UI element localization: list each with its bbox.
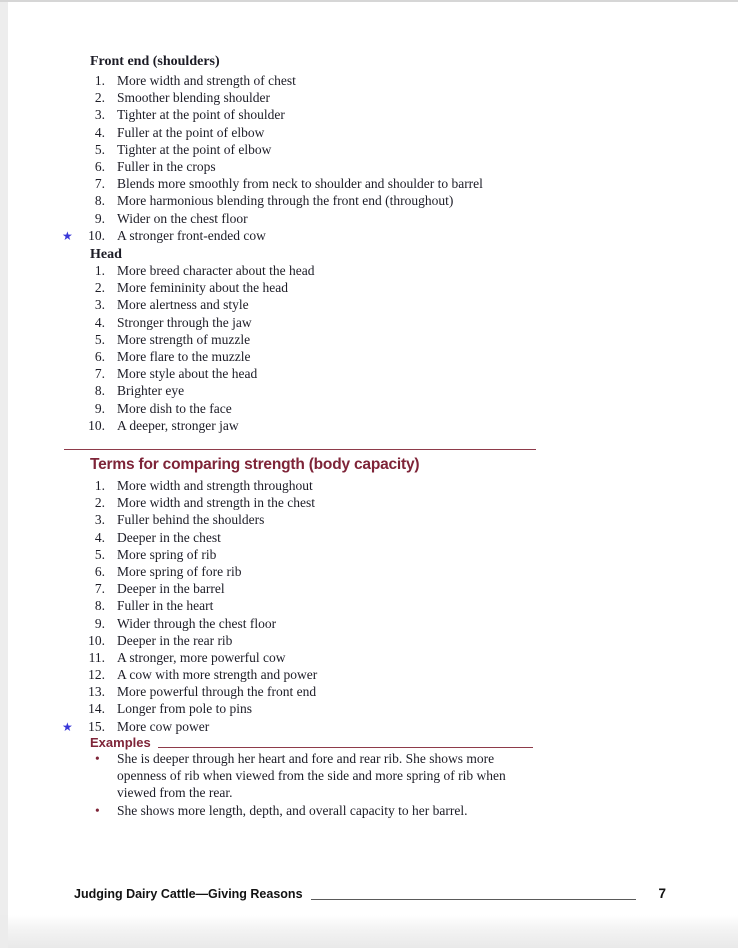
list-item-number: 10.: [88, 632, 105, 648]
list-item-text: More width and strength throughout: [117, 478, 313, 493]
list-item-number: 6.: [94, 563, 105, 579]
list-item-number: 2.: [94, 280, 105, 296]
list-item: [62, 683, 738, 700]
list-item-number: 4.: [94, 529, 105, 545]
list-item-text: Fuller at the point of elbow: [117, 124, 265, 140]
list-item-text: More spring of fore rib: [117, 563, 242, 579]
list-item-text: Smoother blending shoulder: [117, 90, 270, 106]
list-item-number: 15.: [88, 718, 105, 734]
list-item: [62, 72, 738, 89]
list-item: [62, 666, 738, 683]
page-bottom-shadow: [0, 915, 738, 948]
list-item-number: 8.: [94, 193, 105, 209]
list-item-text: More strength of muzzle: [117, 331, 251, 347]
list-item-number: 9.: [94, 615, 105, 631]
list-item-number: 9.: [94, 400, 105, 416]
examples-underline: [158, 747, 533, 748]
list-item: [62, 158, 738, 175]
list-item-text: Deeper in the rear rib: [117, 632, 233, 648]
list-item: [62, 718, 738, 735]
list-item-text: Stronger through the jaw: [117, 314, 252, 330]
list-item-text: More dish to the face: [117, 400, 232, 416]
bullet-icon: •: [95, 751, 100, 766]
list-item-number: 5.: [94, 141, 105, 157]
section-divider-rule: [64, 449, 536, 450]
list-item-text: A cow with more strength and power: [117, 667, 318, 683]
list-item: [62, 649, 738, 666]
footer-underline: [311, 899, 637, 900]
list-item-text: Tighter at the point of shoulder: [117, 107, 285, 123]
list-item-number: 2.: [94, 495, 105, 511]
list-item: [62, 365, 738, 382]
list-item: [62, 175, 738, 192]
list-item: [62, 417, 738, 434]
list-item-text: More width and strength of chest: [117, 73, 296, 88]
strength-section-title: Terms for comparing strength (body capacity): [90, 456, 420, 473]
list-item-text: More femininity about the head: [117, 280, 288, 296]
list-item-text: Deeper in the chest: [117, 529, 221, 545]
list-item: [62, 192, 738, 209]
list-item-number: 14.: [88, 701, 105, 717]
list-item-text: Brighter eye: [117, 383, 185, 399]
list-item: [62, 615, 738, 632]
footer-document-title: Judging Dairy Cattle—Giving Reasons: [74, 887, 303, 901]
list-item: [62, 348, 738, 365]
list-item: [62, 210, 738, 227]
list-item-text: Blends more smoothly from neck to shoulder and shoulder to barrel: [117, 176, 483, 192]
list-item-number: 5.: [94, 546, 105, 562]
list-item-text: More harmonious blending through the front end (throughout): [117, 193, 454, 209]
examples-label: Examples: [90, 735, 151, 750]
list-item: [62, 382, 738, 399]
list-item: [62, 477, 738, 494]
list-item: [62, 400, 738, 417]
bullet-text-line: She is deeper through her heart and fore and rear rib. She shows more: [117, 751, 495, 766]
list-item-text: A stronger front-ended cow: [117, 227, 266, 243]
page-footer: [74, 886, 666, 902]
list-item: [62, 546, 738, 563]
list-item: [62, 279, 738, 296]
list-item-number: 10.: [88, 227, 105, 243]
list-item-number: 7.: [94, 366, 105, 382]
list-item: [62, 563, 738, 580]
examples-bullet-list: [0, 750, 738, 819]
list-item: [62, 141, 738, 158]
list-item-text: Tighter at the point of elbow: [117, 141, 272, 157]
list-item: [62, 106, 738, 123]
bullet-text-line: She shows more length, depth, and overall capacity to her barrel.: [117, 802, 468, 818]
list-item-number: 2.: [94, 90, 105, 106]
bullet-item: [95, 802, 738, 819]
list-item: [62, 529, 738, 546]
list-item-text: Fuller in the crops: [117, 158, 216, 174]
list-item-number: 3.: [94, 512, 105, 528]
list-item-number: 11.: [88, 649, 105, 665]
list-item-text: More width and strength in the chest: [117, 495, 315, 511]
examples-header: [90, 735, 533, 750]
list-item-number: 4.: [94, 124, 105, 140]
list-item: [62, 296, 738, 313]
list-item: [62, 494, 738, 511]
list-item-text: Wider on the chest floor: [117, 210, 248, 226]
strength-list: [0, 477, 738, 735]
list-item-number: 1.: [94, 73, 105, 88]
list-item-text: More alertness and style: [117, 297, 249, 313]
list-item-number: 10.: [88, 417, 105, 433]
list-item-text: Fuller in the heart: [117, 598, 214, 614]
list-item-text: A deeper, stronger jaw: [117, 417, 239, 433]
list-item: [62, 331, 738, 348]
list-item-text: Wider through the chest floor: [117, 615, 277, 631]
list-item-text: More flare to the muzzle: [117, 348, 251, 364]
list-item-number: 7.: [94, 581, 105, 597]
list-item: [62, 262, 738, 279]
list-item: [62, 124, 738, 141]
list-item-text: Deeper in the barrel: [117, 581, 225, 597]
list-item-number: 1.: [94, 478, 105, 493]
page-number: 7: [658, 886, 666, 901]
star-icon: ★: [62, 228, 73, 243]
bullet-text-line: openness of rib when viewed from the side and more spring of rib when: [117, 768, 506, 784]
list-item-number: 3.: [94, 297, 105, 313]
list-item-number: 4.: [94, 314, 105, 330]
list-item: [62, 89, 738, 106]
list-item: [62, 632, 738, 649]
list-item-number: 13.: [88, 684, 105, 700]
bullet-text-line: viewed from the rear.: [117, 785, 233, 801]
list-item-number: 5.: [94, 331, 105, 347]
bullet-text: [117, 750, 537, 802]
list-item-number: 6.: [94, 348, 105, 364]
page-top-edge: [0, 0, 738, 2]
list-item-text: A stronger, more powerful cow: [117, 649, 286, 665]
list-item: [62, 227, 738, 244]
front-end-section-title: Front end (shoulders): [90, 54, 220, 69]
list-item: [62, 314, 738, 331]
list-item-number: 8.: [94, 383, 105, 399]
list-item-number: 7.: [94, 176, 105, 192]
list-item-number: 3.: [94, 107, 105, 123]
list-item: [62, 511, 738, 528]
head-section-title: Head: [90, 247, 122, 262]
list-item-text: More powerful through the front end: [117, 684, 317, 700]
list-item-text: More spring of rib: [117, 546, 217, 562]
list-item-number: 8.: [94, 598, 105, 614]
bullet-text: [117, 802, 537, 819]
list-item: [62, 580, 738, 597]
list-item: [62, 700, 738, 717]
front-end-list: [0, 72, 738, 244]
page-bottom-left-shadow: [0, 915, 8, 948]
list-item-text: More style about the head: [117, 366, 258, 382]
bullet-icon: •: [95, 802, 100, 818]
list-item-text: More cow power: [117, 718, 210, 734]
list-item-number: 12.: [88, 667, 105, 683]
list-item-text: Fuller behind the shoulders: [117, 512, 265, 528]
list-item-number: 1.: [94, 263, 105, 278]
star-icon: ★: [62, 719, 73, 734]
list-item-number: 9.: [94, 210, 105, 226]
head-list: [0, 262, 738, 434]
list-item: [62, 597, 738, 614]
bullet-item: [95, 750, 738, 802]
list-item-text: More breed character about the head: [117, 263, 315, 278]
list-item-number: 6.: [94, 158, 105, 174]
list-item-text: Longer from pole to pins: [117, 701, 252, 717]
